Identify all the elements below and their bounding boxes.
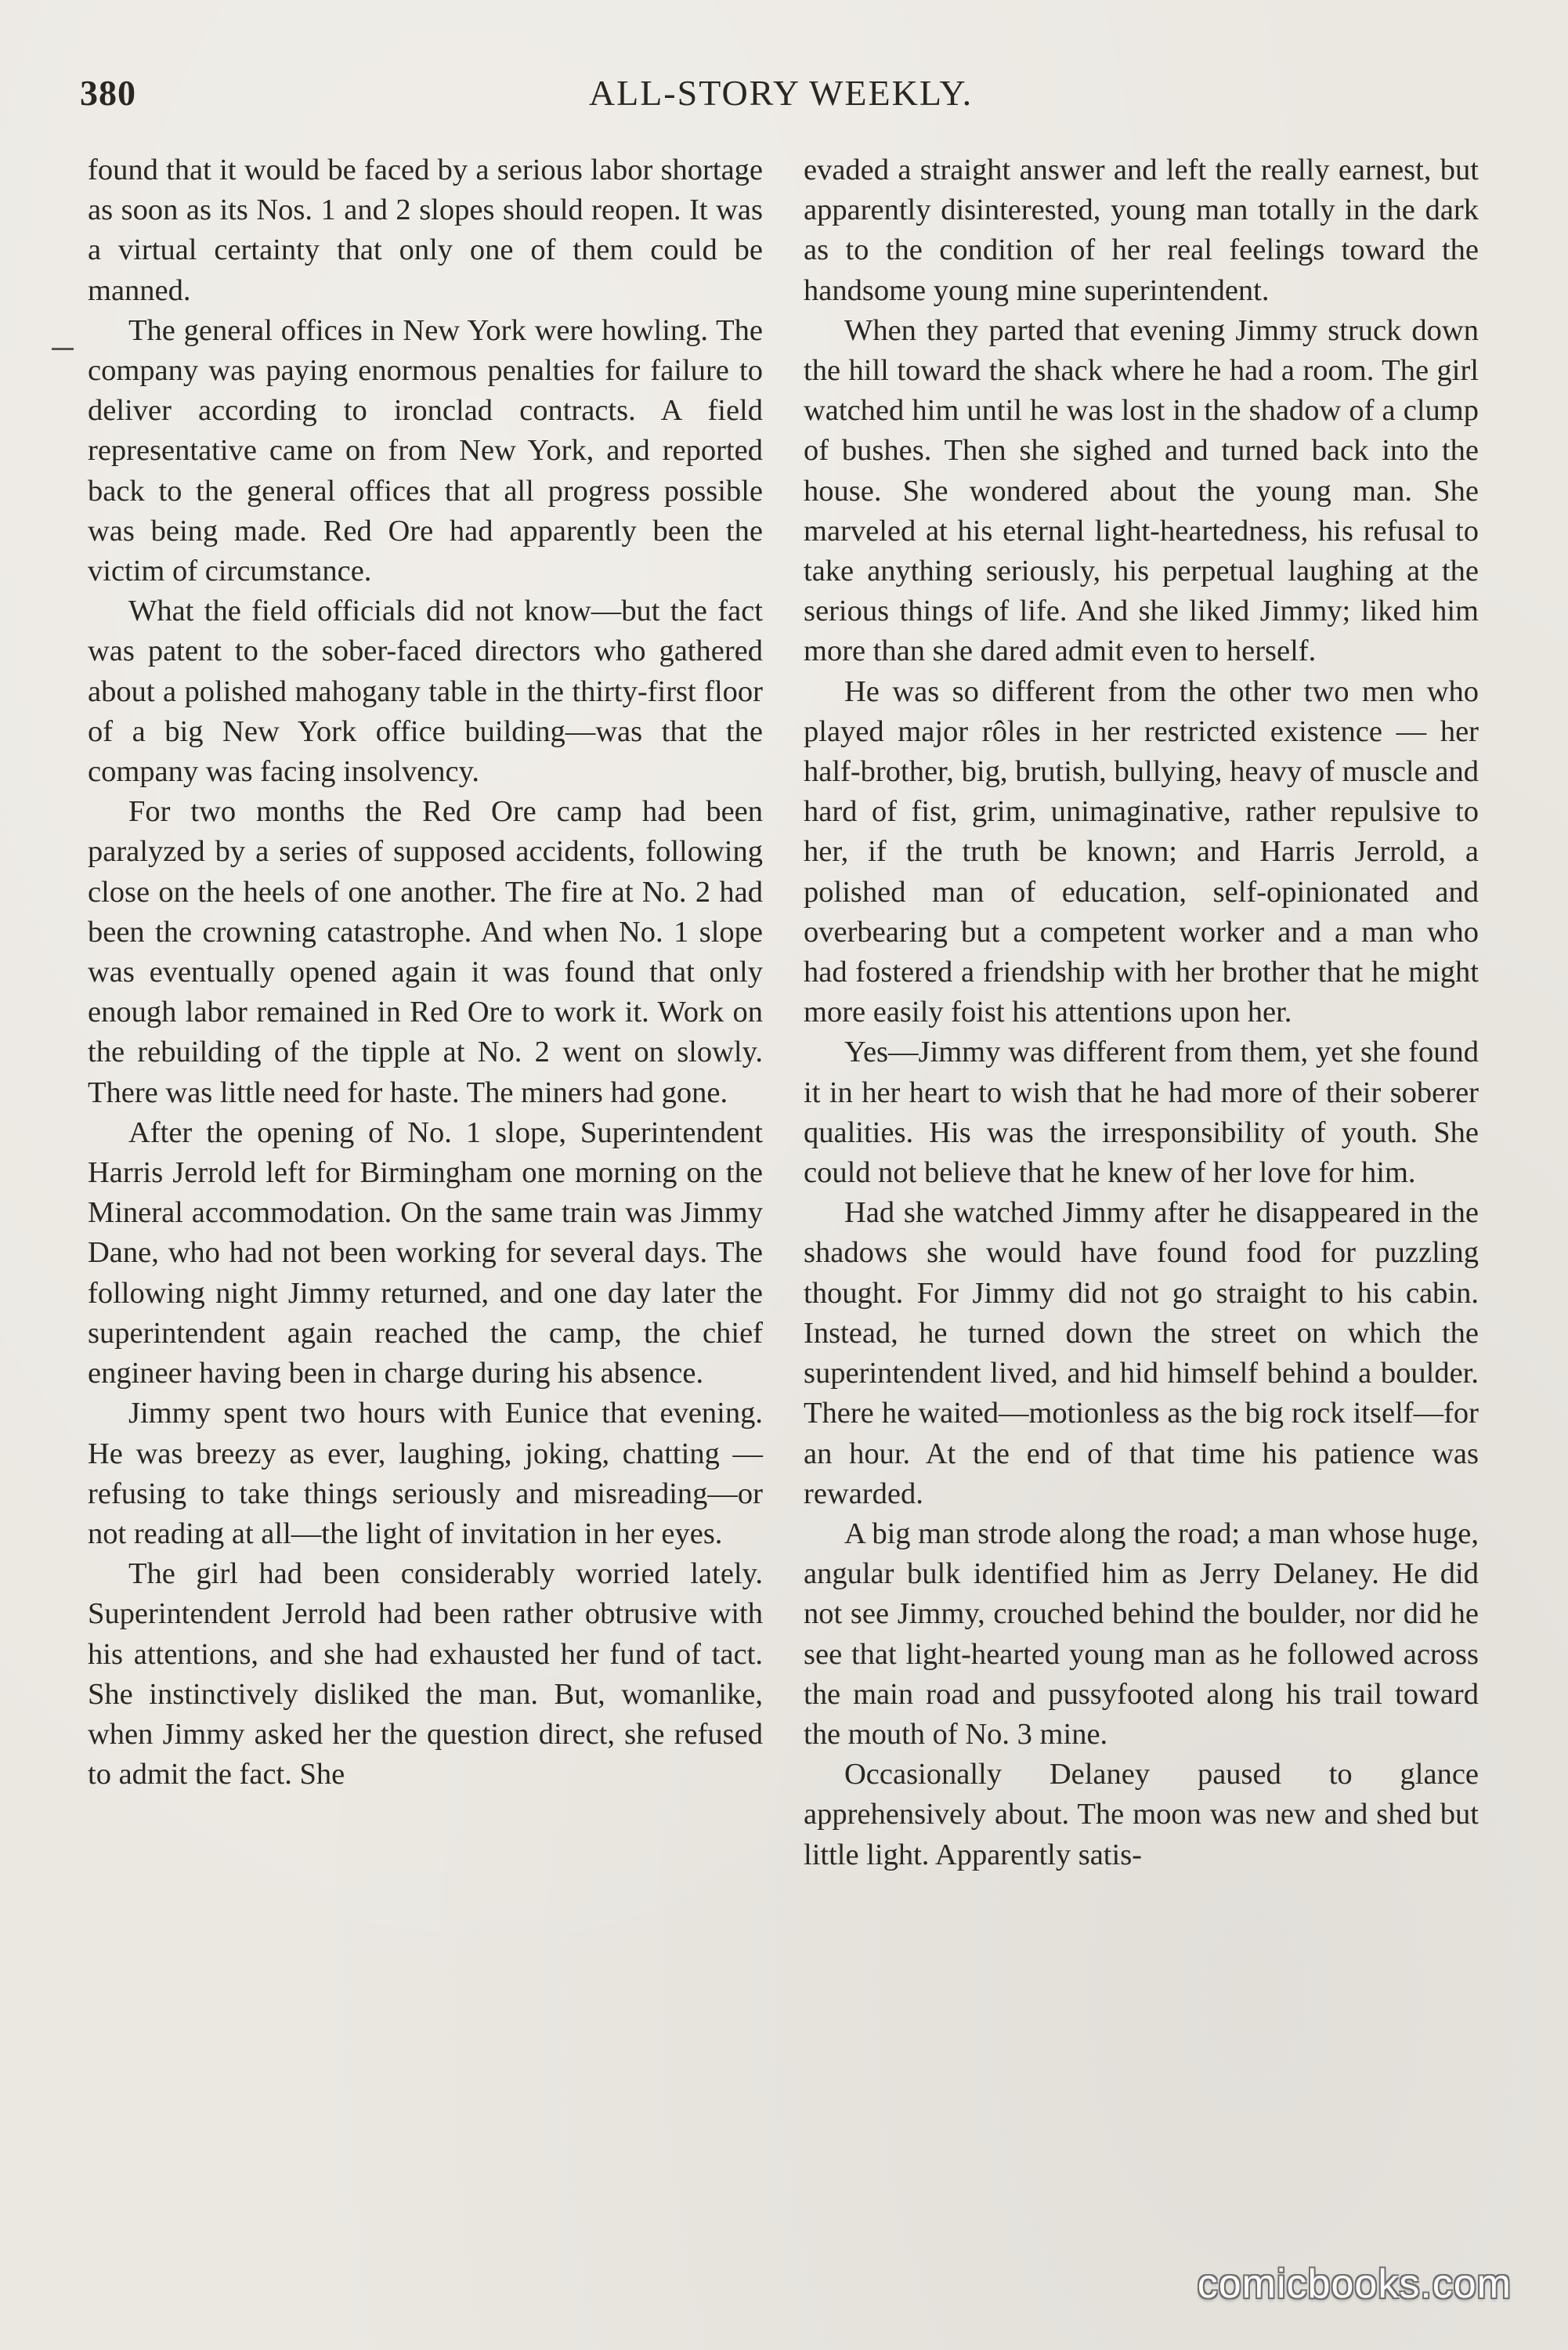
paragraph: After the opening of No. 1 slope, Superintendent Harris Jerrold left for Birmingham one morning on the Mineral accommodation. On the same train was Jimmy Dane, who had not been working for several days. The following night Jimmy returned, and one day later the superintendent again reached the camp, the chief engineer having been in charge during his absence.	[88, 1115, 763, 1390]
right-column	[804, 150, 1479, 1875]
paragraph: A big man strode along the road; a man whose huge, angular bulk identified him as Jerry Delaney. He did not see Jimmy, crouched behind the boulder, nor did he see that light-hearted young man as he followed across the main road and pussyfooted along his trail toward the mouth of No. 3 mine.	[804, 1517, 1479, 1751]
paragraph: found that it would be faced by a serious labor shortage as soon as its Nos. 1 and 2 slopes should reopen. It was a virtual certainty that only one of them could be manned.	[88, 154, 763, 307]
paragraph: Yes—Jimmy was different from them, yet she found it in her heart to wish that he had more of their soberer qualities. His was the irresponsibility of youth. She could not believe that he knew of her love for him.	[804, 1036, 1479, 1190]
paragraph: For two months the Red Ore camp had been paralyzed by a series of supposed accidents, following close on the heels of one another. The fire at No. 2 had been the crowning catastrophe. And when No. 1 slope was eventually opened again it was found that only enough labor remained in Red Ore to work it. Work on the rebuilding of the tipple at No. 2 went on slowly. There was little need for haste. The miners had gone.	[88, 795, 763, 1109]
paragraph: When they parted that evening Jimmy struck down the hill toward the shack where he had a room. The girl watched him until he was lost in the shadow of a clump of bushes. Then she sighed and turned back into the house. She wondered about the young man. She marveled at his eternal light-heartedness, his refusal to take anything seriously, his perpetual laughing at the serious things of life. And she liked Jimmy; liked him more than she dared admit even to herself.	[804, 313, 1479, 668]
paragraph: The girl had been considerably worried lately. Superintendent Jerrold had been rather obtrusive with his attentions, and she had exhausted her fund of tact. She instinctively disliked the man. But, womanlike, when Jimmy asked her the question direct, she refused to admit the fact. She	[88, 1557, 763, 1791]
left-column	[88, 150, 763, 1795]
paragraph: The general offices in New York were howling. The company was paying enormous penalties for failure to deliver according to ironclad contracts. A field representative came on from New York, and reported back to the general offices that all progress possible was being made. Red Ore had apparently been the victim of circumstance.	[88, 313, 763, 588]
paragraph: He was so different from the other two men who played major rôles in her restricted existence — her half-brother, big, brutish, bullying, heavy of muscle and hard of fist, grim, unimaginative, rather repulsive to her, if the truth be known; and Harris Jerrold, a polished man of education, self-opinionated and overbearing but a competent worker and a man who had fostered a friendship with her brother that he might more easily foist his attentions upon her.	[804, 674, 1479, 1029]
paragraph: What the field officials did not know—but the fact was patent to the sober-faced directors who gathered about a polished mahogany table in the thirty-first floor of a big New York office building—was that the company was facing insolvency.	[88, 595, 763, 789]
margin-mark	[52, 348, 74, 350]
paragraph: Jimmy spent two hours with Eunice that evening. He was breezy as ever, laughing, joking, chatting — refusing to take things seriously and misreading—or not reading at all—the light of invitation in her eyes.	[88, 1397, 763, 1550]
paragraph: Had she watched Jimmy after he disappeared in the shadows she would have found food for puzzling thought. For Jimmy did not go straight to his cabin. Instead, he turned down the street on which the superintendent lived, and hid himself behind a boulder. There he waited—motionless as the big rock itself—for an hour. At the end of that time his patience was rewarded.	[804, 1196, 1479, 1510]
paragraph: evaded a straight answer and left the really earnest, but apparently disinterested, young man totally in the dark as to the condition of her real feelings toward the handsome young mine superintendent.	[804, 154, 1479, 307]
watermark: comicbooks.com	[1197, 2261, 1512, 2307]
page-header	[80, 72, 1482, 122]
paragraph: Occasionally Delaney paused to glance apprehensively about. The moon was new and shed but little light. Apparently satis-	[804, 1758, 1479, 1871]
page-number: 380	[80, 73, 136, 113]
running-title: ALL-STORY WEEKLY.	[588, 73, 974, 113]
